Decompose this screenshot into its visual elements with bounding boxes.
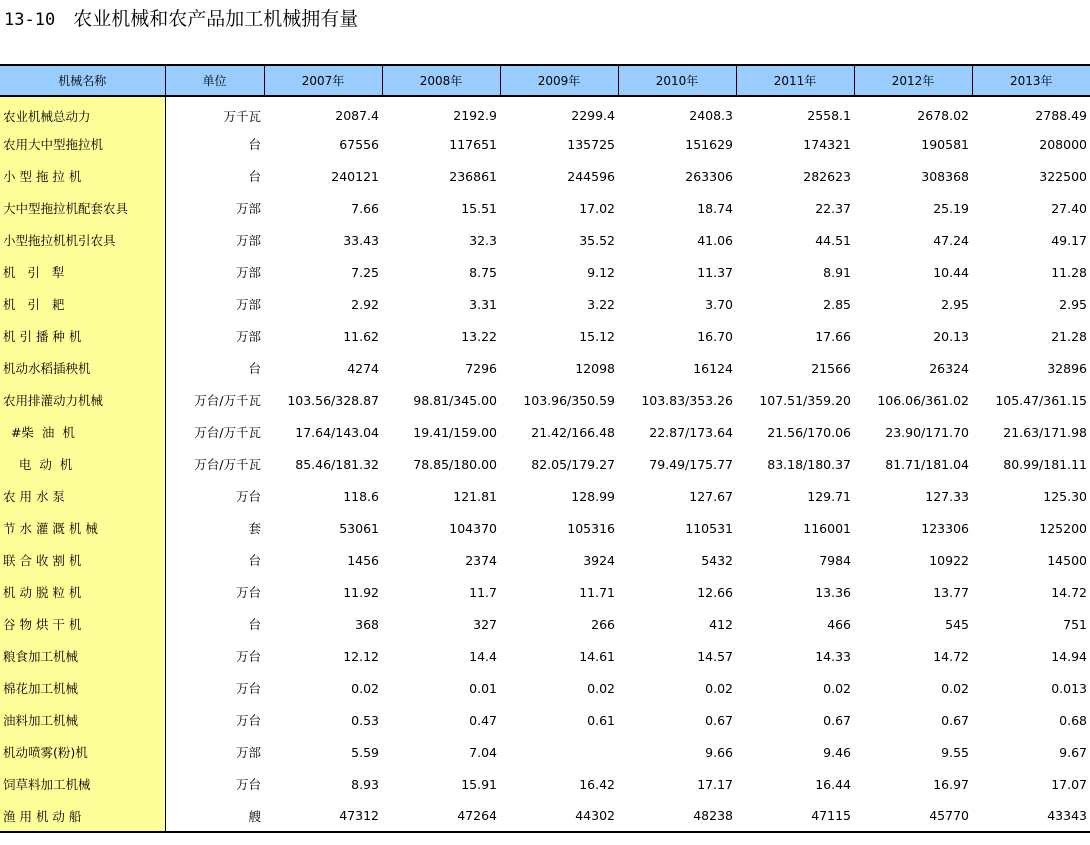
row-name: 机 引 耙 xyxy=(0,288,165,320)
row-name: #柴 油 机 xyxy=(0,416,165,448)
row-name: 谷 物 烘 干 机 xyxy=(0,608,165,640)
table-row xyxy=(0,416,1090,448)
cell-2012: 47.24 xyxy=(933,232,969,248)
row-unit: 台 xyxy=(248,617,261,632)
row-name: 电 动 机 xyxy=(0,448,165,480)
cell-2013: 9.67 xyxy=(1059,744,1087,760)
cell-2012: 545 xyxy=(945,616,969,632)
cell-2012: 127.33 xyxy=(925,488,969,504)
cell-2012: 9.55 xyxy=(941,744,969,760)
table-row xyxy=(0,768,1090,800)
cell-2011: 9.46 xyxy=(823,744,851,760)
cell-2011: 7984 xyxy=(819,552,851,568)
cell-2011: 47115 xyxy=(736,800,854,832)
cell-2011: 129.71 xyxy=(807,488,851,504)
row-name: 机 引 犁 xyxy=(0,256,165,288)
cell-2009: 0.02 xyxy=(587,680,615,696)
row-unit: 万部 xyxy=(235,201,261,216)
cell-2013: 2.95 xyxy=(1059,296,1087,312)
cell-2011: 282623 xyxy=(803,168,851,184)
header-name: 机械名称 xyxy=(0,65,165,96)
cell-2007: 118.6 xyxy=(343,488,379,504)
cell-2012: 23.90/171.70 xyxy=(885,424,969,440)
cell-2011: 17.66 xyxy=(815,328,851,344)
row-unit: 万台/万千瓦 xyxy=(194,425,261,440)
table-number: 13-10 xyxy=(4,10,56,30)
cell-2007: 12.12 xyxy=(343,648,379,664)
cell-2013: 0.68 xyxy=(1059,712,1087,728)
cell-2013: 125.30 xyxy=(1043,488,1087,504)
cell-2011: 13.36 xyxy=(815,584,851,600)
cell-2013: 751 xyxy=(1063,616,1087,632)
cell-2009: 9.12 xyxy=(587,264,615,280)
cell-2011: 83.18/180.37 xyxy=(767,456,851,472)
cell-2013: 21.28 xyxy=(1051,328,1087,344)
cell-2008: 104370 xyxy=(449,520,497,536)
cell-2013: 2788.49 xyxy=(1035,108,1087,123)
cell-2008: 121.81 xyxy=(453,488,497,504)
cell-2007: 47312 xyxy=(264,800,382,832)
row-name: 小 型 拖 拉 机 xyxy=(0,160,165,192)
cell-2012: 0.67 xyxy=(941,712,969,728)
table-row xyxy=(0,640,1090,672)
cell-2010: 18.74 xyxy=(697,200,733,216)
cell-2013: 14.72 xyxy=(1051,584,1087,600)
table-row xyxy=(0,704,1090,736)
cell-2012: 16.97 xyxy=(933,776,969,792)
cell-2011: 44.51 xyxy=(815,232,851,248)
cell-2008: 8.75 xyxy=(469,264,497,280)
row-unit: 万台 xyxy=(235,649,261,664)
cell-2011: 0.67 xyxy=(823,712,851,728)
table-row xyxy=(0,320,1090,352)
row-name: 油料加工机械 xyxy=(0,704,165,736)
table-row xyxy=(0,160,1090,192)
row-unit: 万部 xyxy=(235,329,261,344)
cell-2007: 2.92 xyxy=(351,296,379,312)
cell-2007: 11.62 xyxy=(343,328,379,344)
cell-2007: 53061 xyxy=(339,520,379,536)
table-title: 农业机械和农产品加工机械拥有量 xyxy=(73,8,359,30)
row-unit: 万部 xyxy=(235,233,261,248)
header-2011: 2011年 xyxy=(736,65,854,96)
cell-2008: 78.85/180.00 xyxy=(413,456,497,472)
cell-2013: 105.47/361.15 xyxy=(995,392,1087,408)
cell-2012: 308368 xyxy=(921,168,969,184)
table-row xyxy=(0,480,1090,512)
row-unit: 台 xyxy=(248,361,261,376)
cell-2010: 17.17 xyxy=(697,776,733,792)
cell-2011: 21566 xyxy=(811,360,851,376)
cell-2007: 0.02 xyxy=(351,680,379,696)
cell-2007: 7.25 xyxy=(351,264,379,280)
row-name: 渔 用 机 动 船 xyxy=(0,800,165,832)
cell-2009: 82.05/179.27 xyxy=(531,456,615,472)
header-2010: 2010年 xyxy=(618,65,736,96)
row-name: 小型拖拉机机引农具 xyxy=(0,224,165,256)
row-unit: 万台 xyxy=(235,777,261,792)
cell-2013: 14500 xyxy=(1047,552,1087,568)
cell-2012: 2.95 xyxy=(941,296,969,312)
cell-2013: 21.63/171.98 xyxy=(1003,424,1087,440)
cell-2007: 4274 xyxy=(347,360,379,376)
row-name: 农用排灌动力机械 xyxy=(0,384,165,416)
row-unit: 万部 xyxy=(235,265,261,280)
cell-2010: 79.49/175.77 xyxy=(649,456,733,472)
cell-2007: 368 xyxy=(355,616,379,632)
cell-2011: 16.44 xyxy=(815,776,851,792)
cell-2007: 2087.4 xyxy=(335,108,379,123)
cell-2009 xyxy=(500,736,618,768)
cell-2007: 85.46/181.32 xyxy=(295,456,379,472)
cell-2007: 17.64/143.04 xyxy=(295,424,379,440)
table-row xyxy=(0,96,1090,128)
cell-2013: 0.013 xyxy=(1051,680,1087,696)
table-row xyxy=(0,192,1090,224)
table-row xyxy=(0,544,1090,576)
cell-2010: 0.02 xyxy=(705,680,733,696)
cell-2012: 13.77 xyxy=(933,584,969,600)
table-row xyxy=(0,800,1090,832)
cell-2010: 22.87/173.64 xyxy=(649,424,733,440)
cell-2010: 5432 xyxy=(701,552,733,568)
cell-2012: 10.44 xyxy=(933,264,969,280)
cell-2010: 41.06 xyxy=(697,232,733,248)
cell-2010: 14.57 xyxy=(697,648,733,664)
row-unit: 万台 xyxy=(235,713,261,728)
cell-2007: 11.92 xyxy=(343,584,379,600)
cell-2008: 11.7 xyxy=(469,584,497,600)
header-2012: 2012年 xyxy=(854,65,972,96)
table-row xyxy=(0,608,1090,640)
cell-2008: 236861 xyxy=(449,168,497,184)
table-row xyxy=(0,576,1090,608)
table-row xyxy=(0,352,1090,384)
row-unit: 万台 xyxy=(235,489,261,504)
cell-2009: 3.22 xyxy=(587,296,615,312)
cell-2012: 45770 xyxy=(854,800,972,832)
cell-2009: 266 xyxy=(591,616,615,632)
row-unit: 台 xyxy=(248,553,261,568)
cell-2012: 190581 xyxy=(921,136,969,152)
header-2007: 2007年 xyxy=(264,65,382,96)
cell-2010: 127.67 xyxy=(689,488,733,504)
table-row xyxy=(0,288,1090,320)
cell-2012: 81.71/181.04 xyxy=(885,456,969,472)
table-row xyxy=(0,224,1090,256)
row-name: 节 水 灌 溉 机 械 xyxy=(0,512,165,544)
cell-2010: 16124 xyxy=(693,360,733,376)
row-unit: 万部 xyxy=(235,745,261,760)
cell-2008: 7296 xyxy=(465,360,497,376)
cell-2013: 80.99/181.11 xyxy=(1003,456,1087,472)
cell-2007: 67556 xyxy=(339,136,379,152)
cell-2008: 327 xyxy=(473,616,497,632)
cell-2011: 116001 xyxy=(803,520,851,536)
cell-2013: 43343 xyxy=(972,800,1090,832)
cell-2008: 98.81/345.00 xyxy=(413,392,497,408)
cell-2009: 15.12 xyxy=(579,328,615,344)
row-unit: 万千瓦 xyxy=(223,108,261,124)
cell-2013: 27.40 xyxy=(1051,200,1087,216)
cell-2013: 11.28 xyxy=(1051,264,1087,280)
row-name: 农用大中型拖拉机 xyxy=(0,128,165,160)
cell-2012: 106.06/361.02 xyxy=(877,392,969,408)
row-name: 联 合 收 割 机 xyxy=(0,544,165,576)
cell-2009: 12098 xyxy=(575,360,615,376)
row-unit: 万部 xyxy=(235,297,261,312)
row-unit: 套 xyxy=(248,521,261,536)
row-name: 农 用 水 泵 xyxy=(0,480,165,512)
cell-2012: 26324 xyxy=(929,360,969,376)
cell-2011: 2558.1 xyxy=(807,108,851,123)
cell-2009: 44302 xyxy=(500,800,618,832)
cell-2010: 2408.3 xyxy=(689,108,733,123)
cell-2011: 0.02 xyxy=(823,680,851,696)
cell-2011: 2.85 xyxy=(823,296,851,312)
cell-2009: 0.61 xyxy=(587,712,615,728)
cell-2009: 244596 xyxy=(567,168,615,184)
table-row xyxy=(0,512,1090,544)
cell-2008: 0.01 xyxy=(469,680,497,696)
cell-2010: 48238 xyxy=(618,800,736,832)
row-name: 机 动 脱 粒 机 xyxy=(0,576,165,608)
cell-2010: 9.66 xyxy=(705,744,733,760)
cell-2009: 135725 xyxy=(567,136,615,152)
cell-2013: 125200 xyxy=(1039,520,1087,536)
cell-2009: 35.52 xyxy=(579,232,615,248)
table-row xyxy=(0,448,1090,480)
cell-2009: 16.42 xyxy=(579,776,615,792)
cell-2010: 110531 xyxy=(685,520,733,536)
row-name: 机动水稻插秧机 xyxy=(0,352,165,384)
cell-2012: 25.19 xyxy=(933,200,969,216)
row-unit: 艘 xyxy=(165,800,264,832)
cell-2008: 2192.9 xyxy=(453,108,497,123)
cell-2007: 103.56/328.87 xyxy=(287,392,379,408)
row-name: 大中型拖拉机配套农具 xyxy=(0,192,165,224)
header-2009: 2009年 xyxy=(500,65,618,96)
cell-2009: 128.99 xyxy=(571,488,615,504)
cell-2007: 8.93 xyxy=(351,776,379,792)
cell-2012: 14.72 xyxy=(933,648,969,664)
cell-2007: 7.66 xyxy=(351,200,379,216)
cell-2010: 3.70 xyxy=(705,296,733,312)
table-row xyxy=(0,672,1090,704)
cell-2011: 8.91 xyxy=(823,264,851,280)
cell-2011: 466 xyxy=(827,616,851,632)
cell-2009: 11.71 xyxy=(579,584,615,600)
cell-2008: 19.41/159.00 xyxy=(413,424,497,440)
cell-2007: 5.59 xyxy=(351,744,379,760)
row-unit: 台 xyxy=(248,169,261,184)
table-row xyxy=(0,736,1090,768)
row-name: 农业机械总动力 xyxy=(0,96,165,128)
cell-2013: 32896 xyxy=(1047,360,1087,376)
cell-2011: 174321 xyxy=(803,136,851,152)
row-name: 机动喷雾(粉)机 xyxy=(0,736,165,768)
page-title xyxy=(4,4,358,34)
cell-2010: 0.67 xyxy=(705,712,733,728)
row-unit: 万台/万千瓦 xyxy=(194,393,261,408)
cell-2013: 49.17 xyxy=(1051,232,1087,248)
header-2008: 2008年 xyxy=(382,65,500,96)
cell-2008: 2374 xyxy=(465,552,497,568)
cell-2008: 15.51 xyxy=(461,200,497,216)
cell-2009: 2299.4 xyxy=(571,108,615,123)
cell-2009: 3924 xyxy=(583,552,615,568)
cell-2008: 15.91 xyxy=(461,776,497,792)
table-row xyxy=(0,128,1090,160)
cell-2010: 103.83/353.26 xyxy=(641,392,733,408)
row-unit: 万台 xyxy=(235,681,261,696)
cell-2007: 33.43 xyxy=(343,232,379,248)
cell-2010: 11.37 xyxy=(697,264,733,280)
cell-2012: 123306 xyxy=(921,520,969,536)
cell-2013: 17.07 xyxy=(1051,776,1087,792)
cell-2013: 322500 xyxy=(1039,168,1087,184)
cell-2007: 240121 xyxy=(331,168,379,184)
cell-2010: 16.70 xyxy=(697,328,733,344)
header-unit: 单位 xyxy=(165,65,264,96)
table-row xyxy=(0,256,1090,288)
cell-2008: 47264 xyxy=(382,800,500,832)
cell-2012: 10922 xyxy=(929,552,969,568)
cell-2010: 263306 xyxy=(685,168,733,184)
cell-2011: 14.33 xyxy=(815,648,851,664)
cell-2012: 20.13 xyxy=(933,328,969,344)
row-name: 饲草料加工机械 xyxy=(0,768,165,800)
row-unit: 万台/万千瓦 xyxy=(194,457,261,472)
row-name: 棉花加工机械 xyxy=(0,672,165,704)
row-name: 机 引 播 种 机 xyxy=(0,320,165,352)
cell-2011: 22.37 xyxy=(815,200,851,216)
table-row xyxy=(0,384,1090,416)
cell-2008: 7.04 xyxy=(469,744,497,760)
cell-2008: 3.31 xyxy=(469,296,497,312)
cell-2009: 14.61 xyxy=(579,648,615,664)
machinery-table xyxy=(0,64,1090,833)
cell-2007: 1456 xyxy=(347,552,379,568)
cell-2007: 0.53 xyxy=(351,712,379,728)
cell-2009: 103.96/350.59 xyxy=(523,392,615,408)
cell-2013: 208000 xyxy=(1039,136,1087,152)
cell-2011: 107.51/359.20 xyxy=(759,392,851,408)
cell-2010: 412 xyxy=(709,616,733,632)
cell-2008: 13.22 xyxy=(461,328,497,344)
cell-2009: 17.02 xyxy=(579,200,615,216)
cell-2009: 21.42/166.48 xyxy=(531,424,615,440)
cell-2012: 2678.02 xyxy=(917,108,969,123)
row-unit: 万台 xyxy=(235,585,261,600)
cell-2008: 117651 xyxy=(449,136,497,152)
header-2013: 2013年 xyxy=(972,65,1090,96)
cell-2008: 14.4 xyxy=(469,648,497,664)
row-name: 粮食加工机械 xyxy=(0,640,165,672)
header-row xyxy=(0,65,1090,96)
cell-2010: 151629 xyxy=(685,136,733,152)
cell-2008: 32.3 xyxy=(469,232,497,248)
cell-2010: 12.66 xyxy=(697,584,733,600)
cell-2011: 21.56/170.06 xyxy=(767,424,851,440)
cell-2012: 0.02 xyxy=(941,680,969,696)
cell-2013: 14.94 xyxy=(1051,648,1087,664)
cell-2008: 0.47 xyxy=(469,712,497,728)
row-unit: 台 xyxy=(248,137,261,152)
cell-2009: 105316 xyxy=(567,520,615,536)
